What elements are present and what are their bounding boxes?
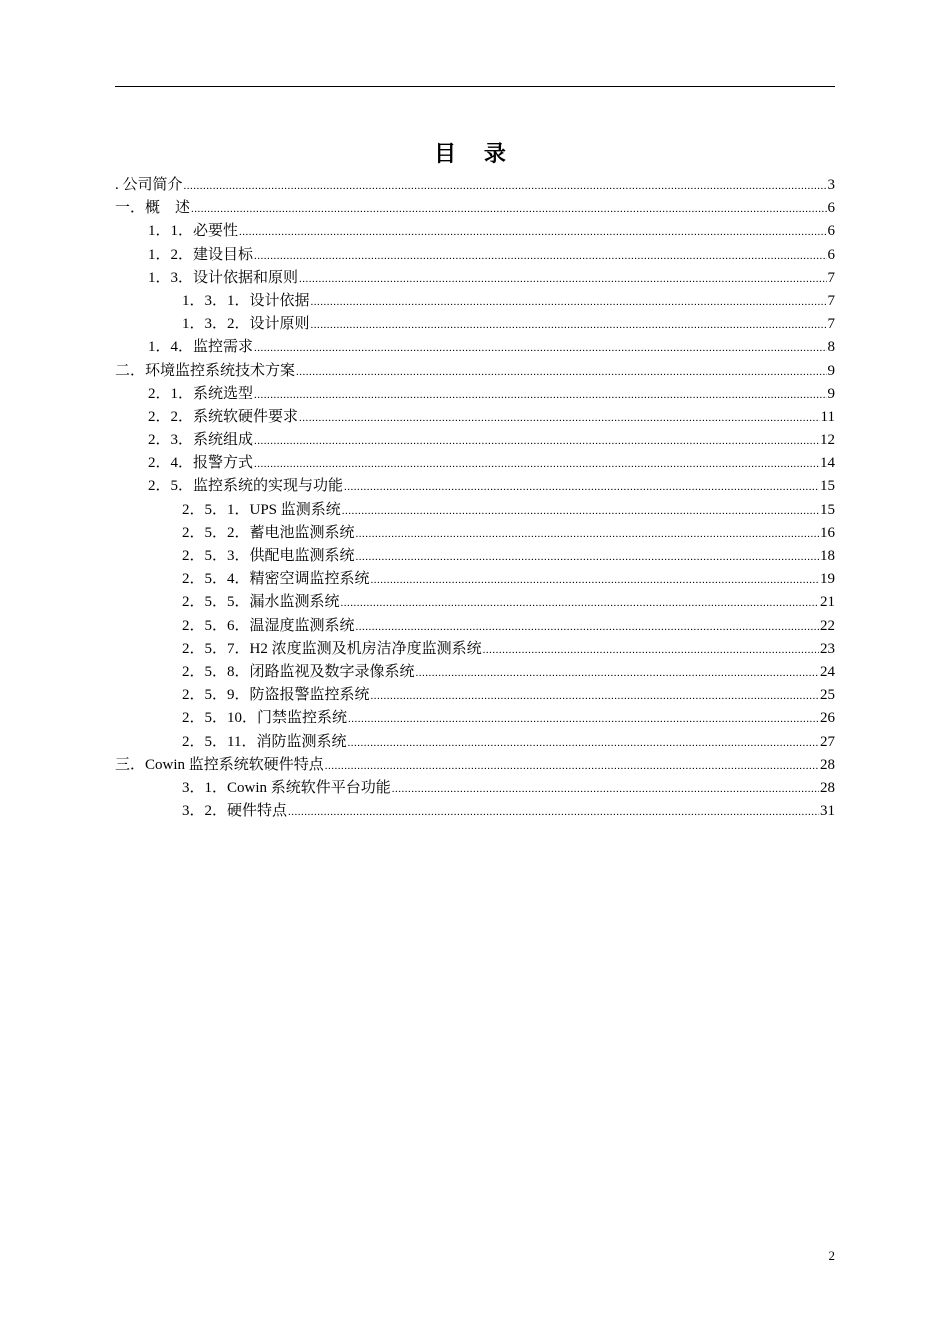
toc-entry-page: 19 — [820, 571, 835, 588]
toc-entry-label: 1．4．监控需求 — [148, 339, 254, 356]
toc-dot-leader — [342, 500, 819, 523]
toc-dot-leader — [344, 476, 819, 499]
toc-entry-label: 1．2．建设目标 — [148, 246, 254, 263]
toc-entry-label: 3．2．硬件特点 — [182, 803, 288, 820]
toc-dot-leader — [254, 453, 819, 476]
toc-entry-label: 2．5．10．门禁监控系统 — [182, 710, 348, 727]
toc-entry[interactable] — [115, 429, 835, 452]
toc-entry-label: 3．1．Cowin 系统软件平台功能 — [182, 779, 391, 796]
toc-entry[interactable] — [115, 406, 835, 429]
toc-title: 目 录 — [434, 142, 516, 167]
toc-entry[interactable] — [115, 220, 835, 243]
toc-dot-leader — [311, 314, 827, 337]
toc-dot-leader — [356, 616, 819, 639]
toc-dot-leader — [299, 407, 820, 430]
toc-entry[interactable] — [115, 522, 835, 545]
header-rule — [115, 86, 835, 87]
toc-dot-leader — [416, 662, 819, 685]
toc-dot-leader — [296, 361, 826, 384]
toc-entry-page: 14 — [820, 455, 835, 472]
toc-entry[interactable] — [115, 336, 835, 359]
toc-dot-leader — [347, 732, 819, 755]
toc-entry-page: 6 — [827, 223, 835, 240]
toc-entry[interactable] — [115, 267, 835, 290]
toc-dot-leader — [348, 708, 819, 731]
toc-entry-page: 25 — [820, 687, 835, 704]
toc-entry-label: 2．5．3．供配电监测系统 — [182, 548, 355, 564]
toc-entry-label: 2．4．报警方式 — [148, 455, 254, 472]
toc-dot-leader — [254, 337, 826, 360]
toc-entry[interactable] — [115, 731, 835, 754]
toc-entry-label: 2．5．4．精密空调监控系统 — [182, 571, 370, 588]
toc-entry-label: 1．3．设计依据和原则 — [148, 269, 299, 286]
toc-entry[interactable] — [115, 313, 835, 336]
toc-entry-page: 9 — [827, 385, 835, 402]
toc-entry-page: 21 — [820, 594, 835, 611]
toc-entry[interactable] — [115, 638, 835, 661]
toc-entry-label: 1．3．2．设计原则 — [182, 316, 310, 333]
toc-entry[interactable] — [115, 290, 835, 313]
toc-dot-leader — [392, 778, 819, 801]
toc-entry-label: 1．1．必要性 — [148, 223, 239, 240]
toc-entry[interactable] — [115, 197, 835, 220]
toc-dot-leader — [254, 430, 819, 453]
toc-entry-page: 15 — [820, 478, 835, 495]
toc-entry-label: 一．概 述 — [115, 200, 191, 217]
toc-entry-page: 7 — [827, 269, 835, 286]
toc-entry[interactable] — [115, 800, 835, 823]
toc-dot-leader — [325, 755, 819, 778]
toc-dot-leader — [483, 639, 819, 662]
toc-entry[interactable] — [115, 684, 835, 707]
toc-entry[interactable] — [115, 174, 835, 197]
toc-entry-page: 6 — [827, 246, 835, 263]
toc-entry[interactable] — [115, 383, 835, 406]
toc-entry-page: 16 — [820, 524, 835, 541]
toc-entry[interactable] — [115, 568, 835, 591]
toc-entry[interactable] — [115, 244, 835, 267]
toc-entry[interactable] — [115, 615, 835, 638]
toc-entry-page: 9 — [827, 362, 835, 379]
toc-entry-page: 18 — [820, 548, 835, 564]
toc-dot-leader — [311, 291, 827, 314]
toc-dot-leader — [254, 384, 826, 407]
toc-entry[interactable] — [115, 475, 835, 498]
toc-dot-leader — [191, 198, 826, 221]
toc-entry-label: 2．5．9．防盗报警监控系统 — [182, 687, 370, 704]
toc-dot-leader — [341, 592, 819, 615]
toc-entry-label: 2．2．系统软硬件要求 — [148, 408, 299, 425]
toc-entry-page: 15 — [820, 501, 835, 518]
toc-dot-leader — [356, 546, 819, 569]
toc-entry[interactable] — [115, 452, 835, 475]
toc-dot-leader — [239, 221, 826, 244]
toc-entry-label: 2．5．2．蓄电池监测系统 — [182, 524, 355, 541]
toc-entry-label: 1．3．1．设计依据 — [182, 292, 310, 309]
toc-entry[interactable] — [115, 707, 835, 730]
page-number: 2 — [828, 1248, 835, 1263]
toc-entry-label: 2．5．8．闭路监视及数字录像系统 — [182, 663, 415, 680]
toc-entry-page: 11 — [820, 408, 835, 425]
toc-dot-leader — [288, 801, 819, 824]
toc-dot-leader — [299, 268, 826, 291]
toc-entry-label: 2．5．监控系统的实现与功能 — [148, 478, 344, 495]
toc-entry-page: 12 — [820, 432, 835, 449]
toc-entry-page: 23 — [820, 640, 835, 657]
toc-entry-page: 27 — [820, 733, 835, 750]
toc-entry[interactable] — [115, 777, 835, 800]
toc-entry[interactable] — [115, 661, 835, 684]
toc-entry-label: 2．5．7．H2 浓度监测及机房洁净度监测系统 — [182, 640, 482, 657]
toc-entry-page: 7 — [827, 292, 835, 309]
toc-entry-page: 7 — [827, 316, 835, 333]
toc-entry-label: 2．5．6．温湿度监测系统 — [182, 617, 355, 634]
toc-entry-label: 2．3．系统组成 — [148, 432, 254, 449]
toc-entry-label: 2．5．11．消防监测系统 — [182, 733, 347, 750]
toc-entry-page: 8 — [827, 339, 835, 356]
toc-entry-page: 24 — [820, 663, 835, 680]
toc-entry[interactable] — [115, 591, 835, 614]
toc-entry-label: 2．5．1．UPS 监测系统 — [182, 501, 341, 518]
toc-dot-leader — [356, 523, 819, 546]
toc-entry[interactable] — [115, 754, 835, 777]
toc-dot-leader — [371, 685, 819, 708]
toc-entry-label: 2．5．5．漏水监测系统 — [182, 594, 340, 611]
toc-entry-page: 28 — [820, 756, 835, 773]
toc-entry-page: 26 — [820, 710, 835, 727]
toc-entry-page: 3 — [827, 177, 835, 193]
toc-entry[interactable] — [115, 545, 835, 568]
toc-dot-leader — [371, 569, 819, 592]
toc-dot-leader — [184, 175, 827, 198]
toc-entry-label: 三．Cowin 监控系统软硬件特点 — [115, 756, 324, 773]
toc-entry-page: 28 — [820, 779, 835, 796]
toc-entry[interactable] — [115, 360, 835, 383]
toc-dot-leader — [254, 245, 826, 268]
toc-entry-label: . 公司简介 — [115, 177, 183, 193]
toc-entry-label: 二．环境监控系统技术方案 — [115, 362, 296, 379]
toc-entry-label: 2．1．系统选型 — [148, 385, 254, 402]
toc-entry-page: 6 — [827, 200, 835, 217]
toc-entry[interactable] — [115, 499, 835, 522]
toc-entry-page: 31 — [820, 803, 835, 820]
toc-entry-page: 22 — [820, 617, 835, 634]
table-of-contents — [115, 174, 835, 823]
